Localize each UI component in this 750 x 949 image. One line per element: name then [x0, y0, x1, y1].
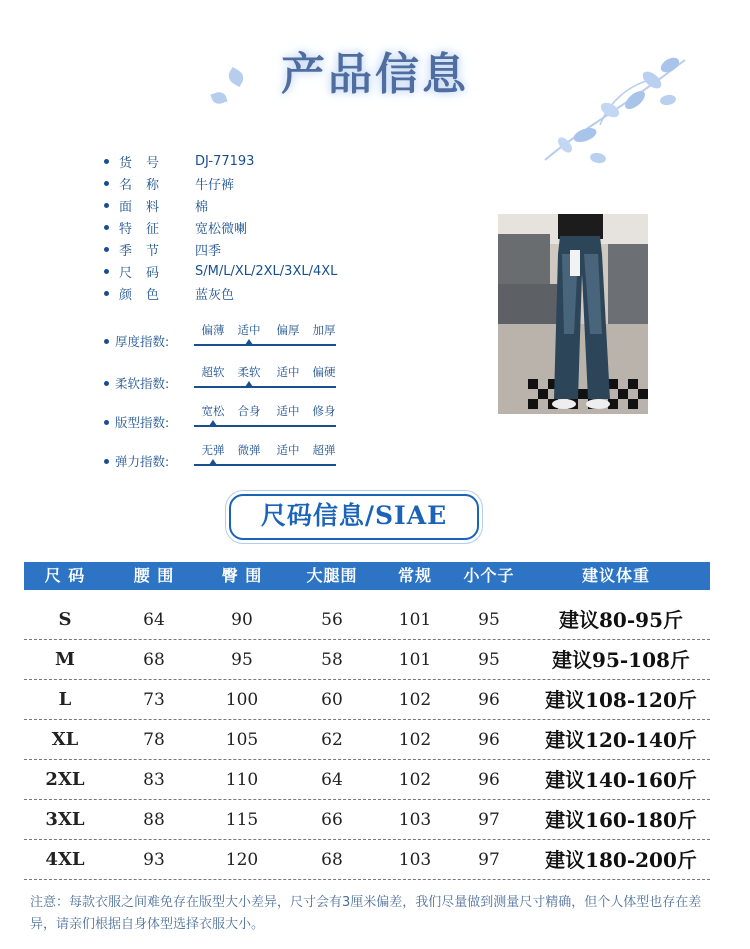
bullet-icon	[104, 420, 109, 425]
bullet-icon	[104, 203, 109, 208]
table-row	[24, 760, 710, 800]
index-option: 合身	[237, 404, 261, 418]
spec-row	[104, 260, 464, 282]
cell-regular: 102	[398, 770, 432, 790]
index-option: 超软	[201, 365, 225, 379]
cell-petite: 96	[478, 690, 500, 710]
header-regular: 常规	[397, 566, 432, 585]
spec-value: 蓝灰色	[195, 287, 235, 303]
cell-size: 2XL	[45, 769, 85, 790]
spec-label: 季节	[119, 243, 174, 259]
index-option: 适中	[276, 443, 300, 457]
cell-thigh: 62	[321, 730, 343, 750]
table-row	[24, 600, 710, 640]
page-title: 产品信息	[281, 49, 469, 100]
cell-waist: 83	[143, 770, 165, 790]
cell-size: 4XL	[45, 849, 85, 870]
index-softness	[104, 364, 464, 404]
index-option: 微弹	[237, 443, 261, 457]
spec-label: 特征	[119, 221, 174, 237]
index-option: 适中	[276, 365, 300, 379]
index-scale-line	[194, 344, 336, 346]
cell-size: S	[58, 609, 72, 630]
spec-row	[104, 282, 464, 304]
table-row	[24, 840, 710, 880]
cell-waist: 64	[143, 610, 165, 630]
cell-weight: 建议95-108斤	[552, 648, 690, 672]
size-table-header	[24, 562, 710, 590]
cell-hip: 90	[231, 610, 253, 630]
cell-thigh: 68	[321, 850, 343, 870]
spec-label: 尺码	[119, 265, 174, 281]
cell-size: L	[58, 689, 72, 710]
cell-weight: 建议120-140斤	[545, 728, 697, 752]
cell-thigh: 64	[321, 770, 343, 790]
spec-label: 面料	[119, 199, 174, 215]
spec-label: 货号	[119, 155, 174, 171]
row-divider	[24, 879, 710, 880]
bullet-icon	[104, 247, 109, 252]
size-note: 注意：每款衣服之间难免存在版型大小差异，尺寸会有3厘米偏差，我们尽量做到测量尺寸精确，但个人体型也存在差异，请亲们根据自身体型选择衣服大小。	[30, 895, 702, 932]
table-row	[24, 720, 710, 760]
index-option: 适中	[237, 323, 261, 337]
cell-waist: 73	[143, 690, 165, 710]
bullet-icon	[104, 225, 109, 230]
index-option: 偏厚	[276, 323, 300, 337]
header-waist: 腰 围	[133, 566, 175, 585]
spec-row	[104, 150, 464, 172]
bullet-icon	[104, 269, 109, 274]
cell-thigh: 56	[321, 610, 343, 630]
header-petite: 小个子	[463, 566, 515, 585]
index-elasticity	[104, 442, 464, 482]
bullet-icon	[104, 459, 109, 464]
cell-petite: 96	[478, 730, 500, 750]
spec-row	[104, 194, 464, 216]
cell-thigh: 66	[321, 810, 343, 830]
spec-label: 名称	[119, 177, 174, 193]
cell-size: 3XL	[45, 809, 85, 830]
cell-regular: 102	[398, 730, 432, 750]
index-fit	[104, 403, 464, 443]
spec-row	[104, 216, 464, 238]
cell-waist: 68	[143, 650, 165, 670]
bullet-icon	[104, 339, 109, 344]
index-option: 偏硬	[312, 365, 336, 379]
spec-value: DJ-77193	[195, 153, 255, 169]
spec-label: 颜色	[119, 287, 174, 303]
index-label: 厚度指数:	[115, 334, 170, 349]
product-photo	[498, 214, 648, 414]
cell-size: M	[55, 649, 75, 670]
header-weight: 建议体重	[581, 566, 650, 585]
cell-hip: 105	[225, 730, 259, 750]
cell-weight: 建议160-180斤	[545, 808, 697, 832]
index-thickness	[104, 322, 464, 362]
bullet-icon	[104, 159, 109, 164]
cell-petite: 97	[478, 810, 500, 830]
index-option: 适中	[276, 404, 300, 418]
index-marker	[209, 420, 217, 426]
spec-value: 四季	[195, 243, 222, 259]
cell-petite: 95	[478, 610, 500, 630]
index-option: 柔软	[237, 365, 261, 379]
index-marker	[245, 339, 253, 345]
table-row	[24, 640, 710, 680]
spec-value: 棉	[195, 199, 209, 215]
cell-weight: 建议140-160斤	[545, 768, 697, 792]
cell-hip: 115	[225, 810, 259, 830]
spec-list	[104, 150, 464, 304]
cell-hip: 120	[225, 850, 259, 870]
table-row	[24, 800, 710, 840]
index-option: 加厚	[312, 323, 336, 337]
cell-waist: 78	[143, 730, 165, 750]
cell-waist: 93	[143, 850, 165, 870]
table-row	[24, 680, 710, 720]
header-size: 尺 码	[44, 566, 86, 585]
index-label: 弹力指数:	[115, 454, 170, 469]
spec-value: 牛仔裤	[195, 177, 235, 193]
cell-size: XL	[51, 729, 79, 750]
index-option: 宽松	[201, 404, 225, 418]
spec-row	[104, 238, 464, 260]
spec-value: 宽松微喇	[195, 221, 248, 237]
size-info-banner: 尺码信息/SIAE	[229, 494, 479, 540]
index-scale-line	[194, 386, 336, 388]
cell-petite: 97	[478, 850, 500, 870]
cell-waist: 88	[143, 810, 165, 830]
cell-hip: 110	[225, 770, 259, 790]
index-label: 柔软指数:	[115, 376, 170, 391]
index-label: 版型指数:	[115, 415, 170, 430]
cell-thigh: 60	[321, 690, 343, 710]
spec-value: S/M/L/XL/2XL/3XL/4XL	[195, 263, 338, 279]
cell-regular: 101	[398, 610, 432, 630]
bullet-icon	[104, 291, 109, 296]
cell-weight: 建议180-200斤	[545, 848, 697, 872]
header-thigh: 大腿围	[306, 566, 358, 585]
header-hip: 臀 围	[221, 566, 263, 585]
cell-petite: 96	[478, 770, 500, 790]
cell-regular: 101	[398, 650, 432, 670]
cell-hip: 100	[225, 690, 259, 710]
cell-thigh: 58	[321, 650, 343, 670]
index-option: 偏薄	[201, 323, 225, 337]
index-option: 修身	[312, 404, 336, 418]
spec-row	[104, 172, 464, 194]
cell-regular: 103	[398, 810, 432, 830]
cell-weight: 建议80-95斤	[559, 608, 683, 632]
cell-petite: 95	[478, 650, 500, 670]
bullet-icon	[104, 381, 109, 386]
cell-regular: 102	[398, 690, 432, 710]
cell-hip: 95	[231, 650, 253, 670]
index-option: 无弹	[201, 443, 225, 457]
index-option: 超弹	[312, 443, 336, 457]
bullet-icon	[104, 181, 109, 186]
cell-regular: 103	[398, 850, 432, 870]
index-marker	[245, 381, 253, 387]
cell-weight: 建议108-120斤	[545, 688, 697, 712]
index-marker	[209, 459, 217, 465]
